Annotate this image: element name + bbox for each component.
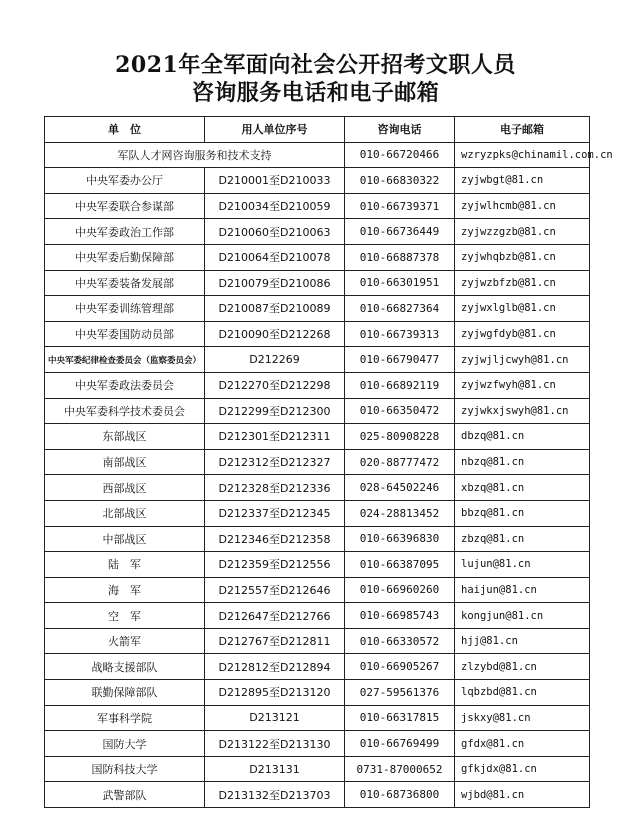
seq-cell: D210034至D210059 bbox=[205, 193, 345, 219]
email-cell: zyjwlhcmb@81.cn bbox=[455, 193, 590, 219]
phone-cell: 025-80908228 bbox=[345, 424, 455, 450]
table-row bbox=[45, 756, 590, 782]
email-cell: zyjwzfwyh@81.cn bbox=[455, 372, 590, 398]
phone-cell: 010-66769499 bbox=[345, 731, 455, 757]
table-row bbox=[45, 500, 590, 526]
support-phone-cell: 010-66720466 bbox=[345, 142, 455, 168]
unit-cell: 中央军委训练管理部 bbox=[45, 296, 205, 322]
table-row bbox=[45, 270, 590, 296]
unit-cell: 国防大学 bbox=[45, 731, 205, 757]
email-cell: zyjwxlglb@81.cn bbox=[455, 296, 590, 322]
email-cell: dbzq@81.cn bbox=[455, 424, 590, 450]
table-row bbox=[45, 680, 590, 706]
unit-cell: 西部战区 bbox=[45, 475, 205, 501]
header-email: 电子邮箱 bbox=[455, 117, 590, 143]
unit-cell: 中央军委联合参谋部 bbox=[45, 193, 205, 219]
email-cell: hjj@81.cn bbox=[455, 628, 590, 654]
table-row bbox=[45, 424, 590, 450]
support-email-cell: wzryzpks@chinamil.com.cn bbox=[455, 142, 590, 168]
phone-cell: 028-64502246 bbox=[345, 475, 455, 501]
table-row bbox=[45, 398, 590, 424]
seq-cell: D212346至D212358 bbox=[205, 526, 345, 552]
seq-cell: D210064至D210078 bbox=[205, 244, 345, 270]
email-cell: gfkjdx@81.cn bbox=[455, 756, 590, 782]
phone-cell: 010-68736800 bbox=[345, 782, 455, 808]
unit-cell: 北部战区 bbox=[45, 500, 205, 526]
unit-cell: 中央军委国防动员部 bbox=[45, 321, 205, 347]
unit-cell: 中央军委科学技术委员会 bbox=[45, 398, 205, 424]
seq-cell: D212337至D212345 bbox=[205, 500, 345, 526]
phone-cell: 024-28813452 bbox=[345, 500, 455, 526]
seq-cell: D210001至D210033 bbox=[205, 168, 345, 194]
table-row bbox=[45, 347, 590, 373]
table-row bbox=[45, 296, 590, 322]
table-header-row bbox=[45, 117, 590, 143]
seq-cell: D212328至D212336 bbox=[205, 475, 345, 501]
phone-cell: 010-66827364 bbox=[345, 296, 455, 322]
phone-cell: 010-66985743 bbox=[345, 603, 455, 629]
contact-table bbox=[44, 116, 613, 808]
seq-cell: D212647至D212766 bbox=[205, 603, 345, 629]
table-row bbox=[45, 731, 590, 757]
table-row bbox=[45, 244, 590, 270]
phone-cell: 010-66317815 bbox=[345, 705, 455, 731]
unit-cell: 国防科技大学 bbox=[45, 756, 205, 782]
unit-cell: 战略支援部队 bbox=[45, 654, 205, 680]
seq-cell: D212270至D212298 bbox=[205, 372, 345, 398]
unit-cell: 中央军委政法委员会 bbox=[45, 372, 205, 398]
phone-cell: 010-66736449 bbox=[345, 219, 455, 245]
seq-cell: D213122至D213130 bbox=[205, 731, 345, 757]
email-cell: lujun@81.cn bbox=[455, 552, 590, 578]
unit-cell: 中央军委政治工作部 bbox=[45, 219, 205, 245]
table-row bbox=[45, 526, 590, 552]
phone-cell: 010-66739371 bbox=[345, 193, 455, 219]
table-row bbox=[45, 552, 590, 578]
table-row bbox=[45, 705, 590, 731]
phone-cell: 020-88777472 bbox=[345, 449, 455, 475]
seq-cell: D213121 bbox=[205, 705, 345, 731]
email-cell: wjbd@81.cn bbox=[455, 782, 590, 808]
unit-cell: 海 军 bbox=[45, 577, 205, 603]
table-row bbox=[45, 219, 590, 245]
email-cell: zyjwgfdyb@81.cn bbox=[455, 321, 590, 347]
unit-cell: 中央军委办公厅 bbox=[45, 168, 205, 194]
email-cell: zyjwjljcwyh@81.cn bbox=[455, 347, 590, 373]
email-cell: zyjwkxjswyh@81.cn bbox=[455, 398, 590, 424]
table-row bbox=[45, 321, 590, 347]
seq-cell: D212312至D212327 bbox=[205, 449, 345, 475]
header-seq: 用人单位序号 bbox=[205, 117, 345, 143]
phone-cell: 010-66301951 bbox=[345, 270, 455, 296]
phone-cell: 010-66790477 bbox=[345, 347, 455, 373]
seq-cell: D212301至D212311 bbox=[205, 424, 345, 450]
header-phone: 咨询电话 bbox=[345, 117, 455, 143]
table-row bbox=[45, 654, 590, 680]
email-cell: kongjun@81.cn bbox=[455, 603, 590, 629]
unit-cell: 空 军 bbox=[45, 603, 205, 629]
seq-cell: D212557至D212646 bbox=[205, 577, 345, 603]
phone-cell: 010-66830322 bbox=[345, 168, 455, 194]
phone-cell: 027-59561376 bbox=[345, 680, 455, 706]
unit-cell: 陆 军 bbox=[45, 552, 205, 578]
seq-cell: D212812至D212894 bbox=[205, 654, 345, 680]
table-row bbox=[45, 168, 590, 194]
email-cell: bbzq@81.cn bbox=[455, 500, 590, 526]
phone-cell: 010-66350472 bbox=[345, 398, 455, 424]
phone-cell: 0731-87000652 bbox=[345, 756, 455, 782]
unit-cell: 中部战区 bbox=[45, 526, 205, 552]
table-row bbox=[45, 475, 590, 501]
phone-cell: 010-66905267 bbox=[345, 654, 455, 680]
unit-cell: 军事科学院 bbox=[45, 705, 205, 731]
seq-cell: D212895至D213120 bbox=[205, 680, 345, 706]
email-cell: zlzybd@81.cn bbox=[455, 654, 590, 680]
phone-cell: 010-66960260 bbox=[345, 577, 455, 603]
phone-cell: 010-66892119 bbox=[345, 372, 455, 398]
unit-cell: 火箭军 bbox=[45, 628, 205, 654]
support-unit-cell: 军队人才网咨询服务和技术支持 bbox=[45, 142, 345, 168]
seq-cell: D212299至D212300 bbox=[205, 398, 345, 424]
phone-cell: 010-66396830 bbox=[345, 526, 455, 552]
email-cell: gfdx@81.cn bbox=[455, 731, 590, 757]
page-title-line2: 咨询服务电话和电子邮箱 bbox=[191, 80, 440, 106]
unit-cell: 联勤保障部队 bbox=[45, 680, 205, 706]
table-row bbox=[45, 577, 590, 603]
seq-cell: D212269 bbox=[205, 347, 345, 373]
unit-cell: 中央军委装备发展部 bbox=[45, 270, 205, 296]
seq-cell: D210090至D212268 bbox=[205, 321, 345, 347]
table-row bbox=[45, 628, 590, 654]
seq-cell: D210079至D210086 bbox=[205, 270, 345, 296]
email-cell: xbzq@81.cn bbox=[455, 475, 590, 501]
page-title-line1: 2021年全军面向社会公开招考文职人员 bbox=[115, 52, 516, 78]
table-row bbox=[45, 193, 590, 219]
seq-cell: D213132至D213703 bbox=[205, 782, 345, 808]
table-row bbox=[45, 449, 590, 475]
unit-cell: 中央军委纪律检查委员会（监察委员会） bbox=[45, 347, 205, 373]
unit-cell: 东部战区 bbox=[45, 424, 205, 450]
email-cell: nbzq@81.cn bbox=[455, 449, 590, 475]
email-cell: zyjwzbfzb@81.cn bbox=[455, 270, 590, 296]
header-unit: 单 位 bbox=[45, 117, 205, 143]
table-row bbox=[45, 603, 590, 629]
unit-cell: 武警部队 bbox=[45, 782, 205, 808]
unit-cell: 中央军委后勤保障部 bbox=[45, 244, 205, 270]
email-cell: haijun@81.cn bbox=[455, 577, 590, 603]
phone-cell: 010-66330572 bbox=[345, 628, 455, 654]
seq-cell: D213131 bbox=[205, 756, 345, 782]
table-row bbox=[45, 782, 590, 808]
seq-cell: D212767至D212811 bbox=[205, 628, 345, 654]
table-row-support bbox=[45, 142, 590, 168]
table-row bbox=[45, 372, 590, 398]
phone-cell: 010-66739313 bbox=[345, 321, 455, 347]
phone-cell: 010-66387095 bbox=[345, 552, 455, 578]
email-cell: zyjwzzgzb@81.cn bbox=[455, 219, 590, 245]
unit-cell: 南部战区 bbox=[45, 449, 205, 475]
seq-cell: D212359至D212556 bbox=[205, 552, 345, 578]
email-cell: jskxy@81.cn bbox=[455, 705, 590, 731]
email-cell: zyjwhqbzb@81.cn bbox=[455, 244, 590, 270]
email-cell: zbzq@81.cn bbox=[455, 526, 590, 552]
seq-cell: D210060至D210063 bbox=[205, 219, 345, 245]
seq-cell: D210087至D210089 bbox=[205, 296, 345, 322]
phone-cell: 010-66887378 bbox=[345, 244, 455, 270]
email-cell: lqbzbd@81.cn bbox=[455, 680, 590, 706]
email-cell: zyjwbgt@81.cn bbox=[455, 168, 590, 194]
